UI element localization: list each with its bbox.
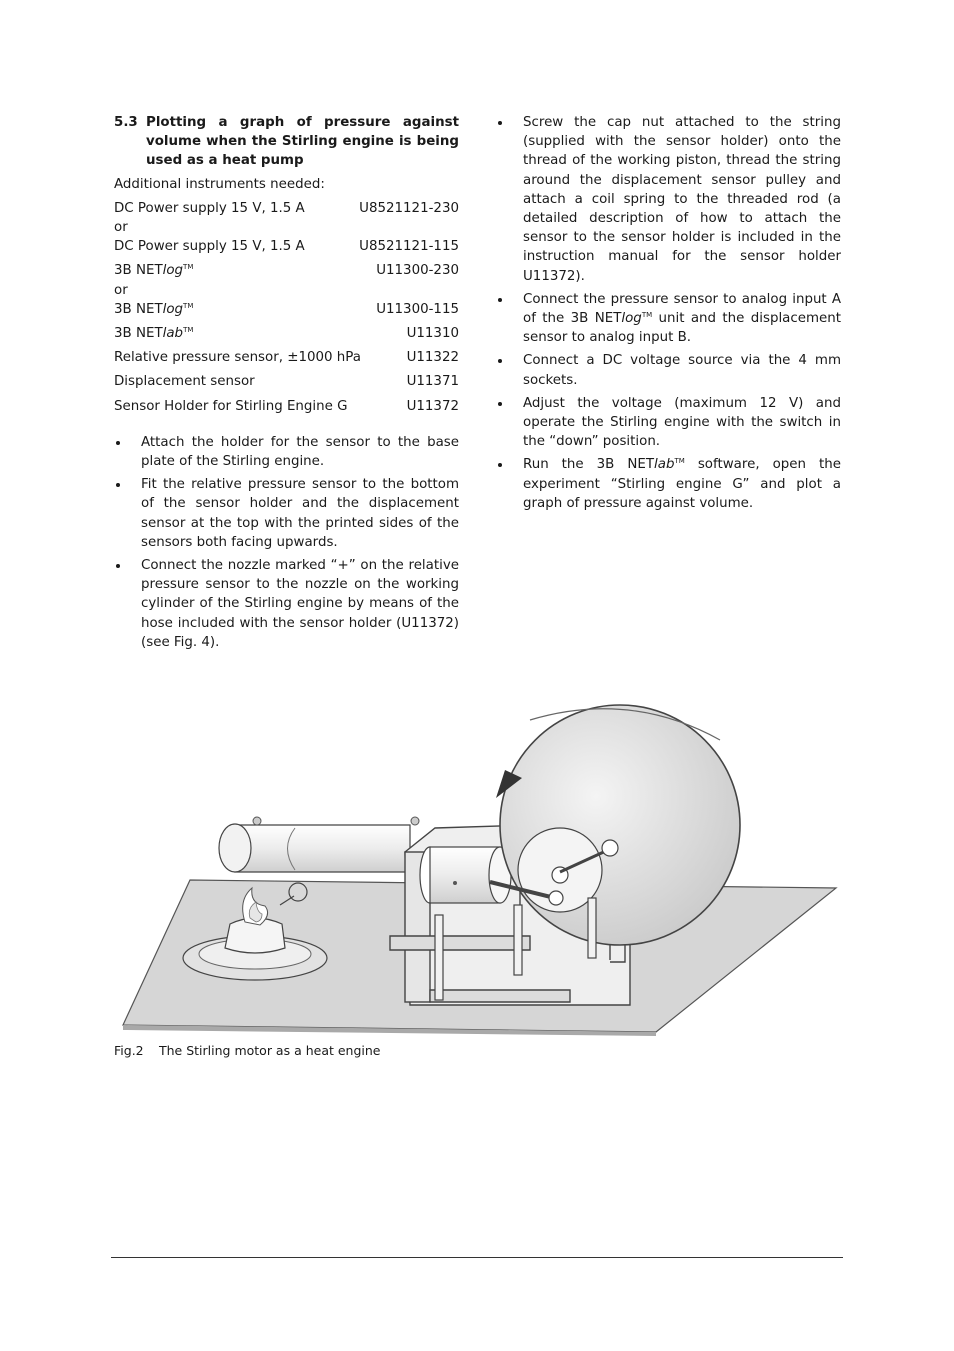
section-number: 5.3 [114,115,138,130]
instrument-name: Displacement sensor [114,374,255,390]
bullet-icon [114,475,141,552]
step-text: Connect the nozzle marked “+” on the relative pressure sensor to the nozzle on the working cylinder of the Stirling engine by means of the hose included with the sensor holder (U11372) (see Fig. 4). [141,558,459,650]
bullet-icon [114,433,141,471]
instrument-row [114,300,459,319]
instrument-row [114,397,459,416]
instrument-name: DC Power supply 15 V, 1.5 A [114,239,305,255]
bullet-icon [496,290,523,348]
list-item [496,455,841,513]
instruments-intro: Additional instruments needed: [114,176,325,192]
instrument-list [114,199,459,416]
instrument-code: U11371 [406,374,459,390]
figure-label: Fig.2 [114,1043,144,1058]
text-italic: log [621,311,642,327]
section-title: Plotting a graph of pressure against volume when the Stirling engine is being used as a heat pump [146,115,459,169]
name-prefix: 3B NET [114,301,163,317]
figure-caption [114,1043,381,1058]
stirling-engine-figure [110,700,850,1045]
list-item [496,113,841,286]
or-label: or [114,220,128,236]
instrument-name: DC Power supply 15 V, 1.5 A [114,200,305,216]
trademark: TM [183,263,194,272]
text-pre: Connect the pressure sensor to analog input A of the 3B NET [523,291,841,327]
name-italic: lab [162,326,184,342]
step-text: Fit the relative pressure sensor to the bottom of the sensor holder and the displacement sensor at the top with the printed sides of the sensors both facing upwards. [141,477,459,550]
connector-knob [289,883,307,901]
list-item [114,475,459,552]
trademark: TM [674,457,685,466]
step-text: Connect a DC voltage source via the 4 mm sockets. [523,353,841,388]
stirling-engine-illustration [110,700,850,1045]
section-heading [114,113,459,171]
instrument-row [114,372,459,391]
instrument-row [114,348,459,367]
trademark: TM [183,301,194,310]
name-prefix: 3B NET [114,326,163,342]
instrument-row [114,261,459,280]
instrument-code: U8521121-230 [359,200,459,216]
instrument-row [114,237,459,256]
text-pre: Run the 3B NET [523,457,655,473]
step-text: Attach the holder for the sensor to the base plate of the Stirling engine. [141,434,459,470]
instrument-code: U11322 [406,350,459,366]
footer-rule [111,1257,843,1258]
bullet-icon [496,113,523,286]
bullet-icon [496,455,523,513]
step-text: Screw the cap nut attached to the string (supplied with the sensor holder) onto the thread of the working piston, thread the string around the displacement sensor pulley and attach a coil spring to the threaded rod (a detailed description of how to attach the sensor to the sensor holder is included in the instruction manual for the sensor holder U11372). [523,115,841,284]
left-column [114,113,459,656]
step-text [523,290,841,348]
instrument-code: U8521121-115 [359,239,459,255]
text-italic: lab [654,457,675,473]
bullet-icon [496,394,523,452]
trademark: TM [641,311,653,320]
list-item [496,394,841,452]
instrument-name: Sensor Holder for Stirling Engine G [114,398,348,414]
instrument-row [114,324,459,343]
instrument-name [114,324,193,343]
text-post: unit and the displacement sensor to analog input B. [523,311,842,346]
list-item [114,556,459,652]
flywheel [500,705,740,945]
instrument-name [114,300,193,319]
left-steps [114,433,459,652]
bullet-icon [114,556,141,652]
trademark: TM [183,326,194,335]
name-italic: log [162,301,184,317]
instrument-code: U11310 [406,326,459,342]
list-item [114,433,459,471]
or-label: or [114,282,128,298]
list-item [496,290,841,348]
hot-cylinder [235,825,410,872]
right-steps [496,113,841,513]
instrument-row [114,199,459,218]
instrument-code: U11300-230 [376,263,459,279]
list-item [496,351,841,389]
step-text [523,455,841,513]
text-post: software, open the experiment “Stirling engine G” and plot a graph of pressure against volume. [523,457,841,511]
instrument-name [114,261,193,280]
bullet-icon [496,351,523,389]
instrument-code: U11372 [406,398,459,414]
figure-caption-text: The Stirling motor as a heat engine [159,1043,381,1058]
right-column [496,113,841,517]
name-italic: log [162,263,184,279]
name-prefix: 3B NET [114,263,163,279]
instrument-name: Relative pressure sensor, ±1000 hPa [114,350,361,366]
instrument-code: U11300-115 [376,301,459,317]
step-text: Adjust the voltage (maximum 12 V) and operate the Stirling engine with the switch in the “down” position. [523,395,841,450]
